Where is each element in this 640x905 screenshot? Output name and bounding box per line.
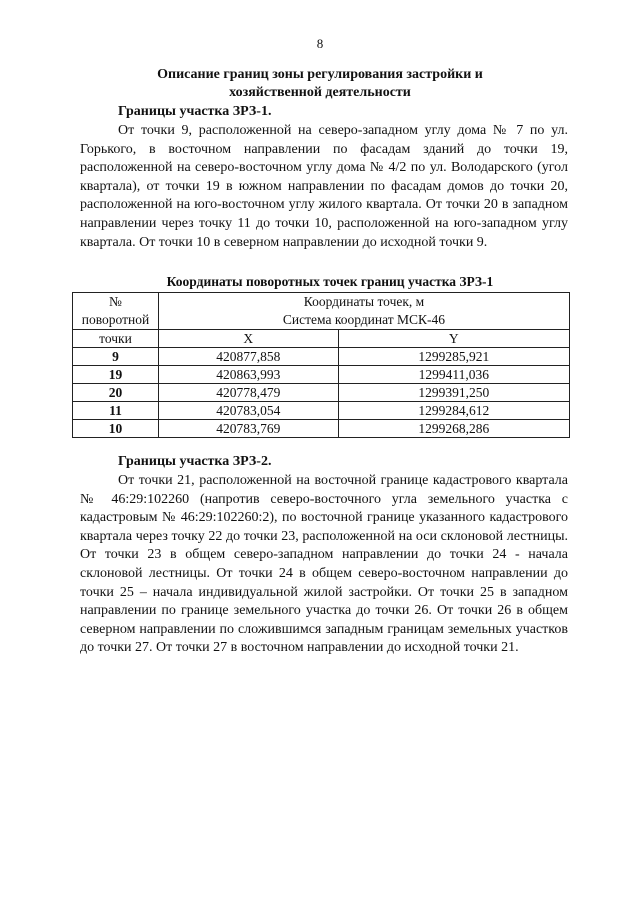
header-coords-line1: Координаты точек, м [303, 294, 425, 309]
table-row [73, 384, 570, 402]
section1-heading: Границы участка ЗРЗ-1. [118, 104, 272, 119]
cell-x: 420863,993 [158, 366, 338, 384]
cell-y: 1299268,286 [338, 420, 569, 438]
table-row [73, 402, 570, 420]
header-point [73, 293, 159, 330]
cell-x: 420877,858 [158, 348, 338, 366]
cell-x: 420783,054 [158, 402, 338, 420]
document-title [100, 66, 540, 102]
cell-point: 9 [73, 348, 159, 366]
cell-y: 1299411,036 [338, 366, 569, 384]
document-title-line1: Описание границ зоны регулирования застройки и [157, 67, 483, 82]
cell-y: 1299284,612 [338, 402, 569, 420]
header-point-line3: точки [73, 330, 159, 348]
table-caption: Координаты поворотных точек границ участка ЗРЗ-1 [166, 274, 494, 289]
section2-heading: Границы участка ЗРЗ-2. [118, 454, 272, 469]
cell-y: 1299391,250 [338, 384, 569, 402]
header-point-line1: № [109, 294, 122, 309]
table-row [73, 348, 570, 366]
header-x: X [158, 330, 338, 348]
cell-point: 10 [73, 420, 159, 438]
cell-x: 420783,769 [158, 420, 338, 438]
header-coords-line2: Система координат МСК-46 [282, 312, 446, 327]
page-number: 8 [316, 36, 324, 51]
cell-point: 19 [73, 366, 159, 384]
cell-point: 11 [73, 402, 159, 420]
section2-paragraph: От точки 21, расположенной на восточной границе кадастрового квартала № 46:29:102260 (напротив северо-восточного угла земельного участка с кадастровым № 46:29:102260:2), по восточной границе указанного кадастрового квартала через точку 22 до точки 23, расположенной на оси склоновой лестницы. От точки 23 в общем северо-западном направлении до точки 24 - начала склоновой лестницы. От точки 24 в общем северо-восточном направлении до точки 25 – начала индивидуальной жилой застройки. От точки 25 в западном направлении по границе земельного участка до точки 26. От точки 26 в общем северном направлении по сложившимся западным границам земельных участков до точки 27. От точки 27 в восточном направлении до исходной точки 21. [80, 473, 568, 656]
cell-point: 20 [73, 384, 159, 402]
header-y: Y [338, 330, 569, 348]
table-row [73, 420, 570, 438]
table-row [73, 366, 570, 384]
cell-x: 420778,479 [158, 384, 338, 402]
document-title-line2: хозяйственной деятельности [229, 85, 411, 100]
cell-y: 1299285,921 [338, 348, 569, 366]
table-header-row-xy [73, 330, 570, 348]
header-point-line2: поворотной [81, 312, 150, 327]
coordinates-table [72, 292, 570, 438]
header-coords [158, 293, 569, 330]
section1-paragraph: От точки 9, расположенной на северо-западном углу дома № 7 по ул. Горького, в восточном направлении по фасадам зданий до точки 19, расположенной на северо-восточном углу дома № 4/2 по ул. Володарского (угол квартала), от точки 19 в южном направлении по фасадам домов до точки 20, расположенной на юго-восточном углу жилого квартала. От точки 20 в западном направлении через точку 11 до точки 10, расположенной на юго-западном углу квартала. От точки 10 в северном направлении до исходной точки 9. [80, 123, 568, 250]
